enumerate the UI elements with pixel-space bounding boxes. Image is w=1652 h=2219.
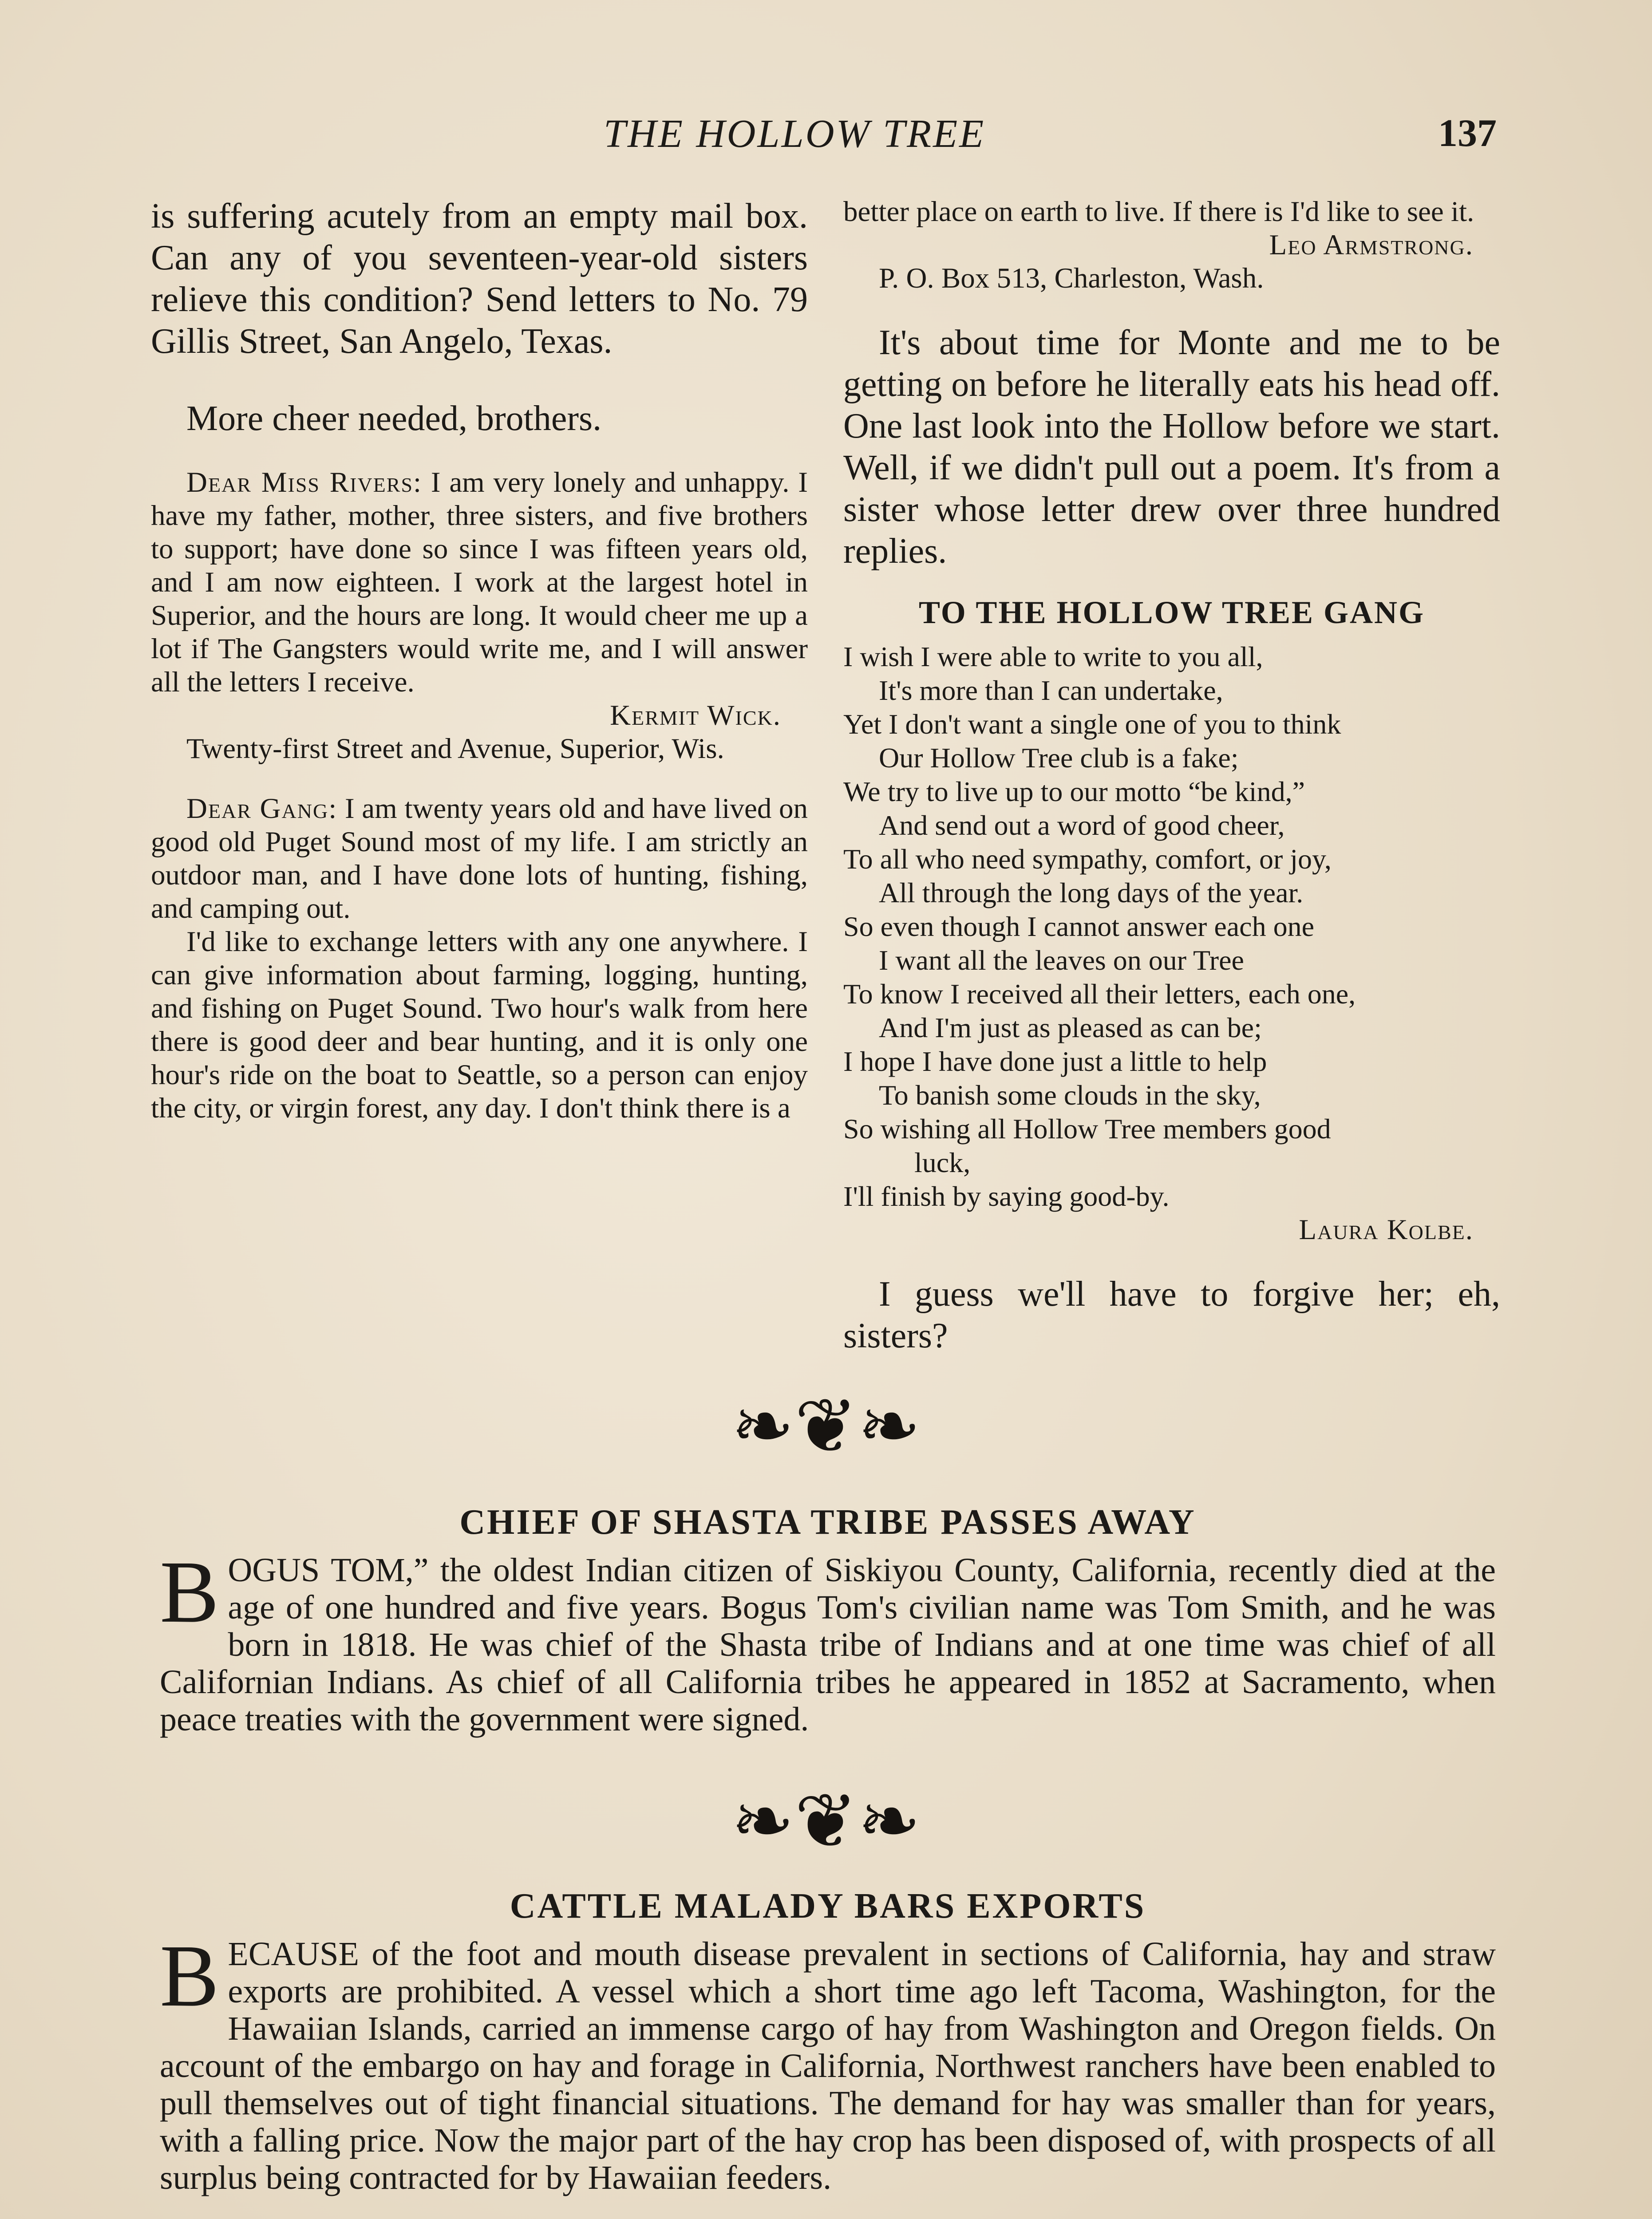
ornament-divider: ❧❦❧ [731,1385,921,1469]
letter-body: I am very lonely and unhappy. I have my father, mother, three sisters, and five brothers to support; have done so since I was fifteen years old, and I am now eighteen. I work at the largest hotel in Superior, and the hours are long. It would cheer me up a lot if The Gangsters would write me, and I will answer all the letters I receive. [151,466,808,698]
poem-line: I wish I were able to write to you all, [843,641,1263,672]
poem [843,640,1500,1213]
letter-address: P. O. Box 513, Charleston, Wash. [879,262,1264,294]
article-cattle-malady [160,1886,1496,2196]
letter-address: Twenty-first Street and Avenue, Superior, Wis. [186,733,724,765]
poem-signature: Laura Kolbe. [1299,1214,1474,1246]
ornament-divider: ❧❦❧ [731,1780,921,1864]
article-title: CATTLE MALADY BARS EXPORTS [510,1887,1146,1926]
article-body [160,1927,1496,2196]
poem-line: Yet I don't want a single one of you to think [843,708,1341,740]
letter-body-continued: I'd like to exchange letters with any one anywhere. I can give information about farming, logging, hunting, and fishing on Puget Sound. Two hour's walk from here there is good deer and bear hunting, and it is only one hour's ride on the boat to Seattle, so a person can enjoy the city, or virgin forest, any day. I don't think there is a [151,926,808,1124]
poem-line: We try to live up to our motto “be kind,” [843,776,1305,807]
closing-remark: I guess we'll have to forgive her; eh, sisters? [843,1275,1500,1355]
article-body [160,1543,1496,1738]
letter-salutation: Dear Miss Rivers: [186,466,423,498]
poem-line: I want all the leaves on our Tree [879,944,1244,976]
poem-line: So even though I cannot answer each one [843,911,1314,942]
poem-line: To all who need sympathy, comfort, or joy, [843,843,1332,875]
left-column [151,195,808,1125]
poem-title: TO THE HOLLOW TREE GANG [919,595,1425,630]
poem-line: Our Hollow Tree club is a fake; [879,742,1239,774]
poem-line: To banish some clouds in the sky, [879,1079,1261,1111]
continued-paragraph: is suffering acutely from an empty mail box. Can any of you seventeen-year-old sisters relieve this condition? Send letters to No. 79 Gillis Street, San Angelo, Texas. [151,197,808,361]
continued-letter: better place on earth to live. If there is I'd like to see it. [843,196,1474,228]
running-head: THE HOLLOW TREE [604,112,986,156]
poem-line: And I'm just as pleased as can be; [879,1012,1262,1043]
poem-line: So wishing all Hollow Tree members good [843,1113,1331,1145]
article-chief-of-shasta [160,1502,1496,1738]
letter-signature: Kermit Wick. [610,699,781,731]
letter-signature: Leo Armstrong. [1269,229,1474,261]
poem-line: All through the long days of the year. [879,877,1304,908]
article-text: ECAUSE of the foot and mouth disease prevalent in sections of California, hay and straw exports are prohibited. A vessel which a short time ago left Tacoma, Washington, for the Hawaiian Islands, carried an immense cargo of hay from Washington and Oregon fields. On account of the embargo on hay and forage in California, Northwest ranchers have been enabled to pull themselves out of tight financial situations. The demand for hay was smaller than for years, with a falling price. Now the major part of the hay crop has been disposed of, with prospects of all surplus being contracted for by Hawaiian feeders. [160,1935,1496,2196]
poem-line: luck, [914,1147,971,1178]
poem-introduction: It's about time for Monte and me to be getting on before he literally eats his head off. One last look into the Hollow before we start. Well, if we didn't pull out a poem. It's from a sister whose letter drew over three hundred replies. [843,323,1500,571]
poem-line: To know I received all their letters, each one, [843,978,1356,1010]
letter-salutation: Dear Gang: [186,793,338,825]
right-column [843,195,1500,1357]
drop-cap: B [160,1927,219,2025]
article-title: CHIEF OF SHASTA TRIBE PASSES AWAY [459,1503,1196,1542]
page-number: 137 [1438,112,1497,155]
poem-line: I'll finish by saying good-by. [843,1181,1170,1212]
article-text: OGUS TOM,” the oldest Indian citizen of Siskiyou County, California, recently died at the age of one hundred and five years. Bogus Tom's civilian name was Tom Smith, and he was born in 1818. He was chief of the Shasta tribe of Indians and at one time was chief of all Californian Indians. As chief of all California tribes he appeared in 1852 at Sacramento, when peace treaties with the government were signed. [160,1552,1496,1738]
poem-line: And send out a word of good cheer, [879,809,1285,841]
letter-body: I am twenty years old and have lived on good old Puget Sound most of my life. I am strictly an outdoor man, and I have done lots of hunting, fishing, and camping out. [151,793,808,924]
poem-line: It's more than I can undertake, [879,675,1223,706]
letter-kermit-wick [151,466,808,766]
drop-cap: B [160,1543,219,1641]
poem-line: I hope I have done just a little to help [843,1046,1267,1077]
section-intro: More cheer needed, brothers. [186,399,602,438]
letter-dear-gang [151,792,808,1125]
